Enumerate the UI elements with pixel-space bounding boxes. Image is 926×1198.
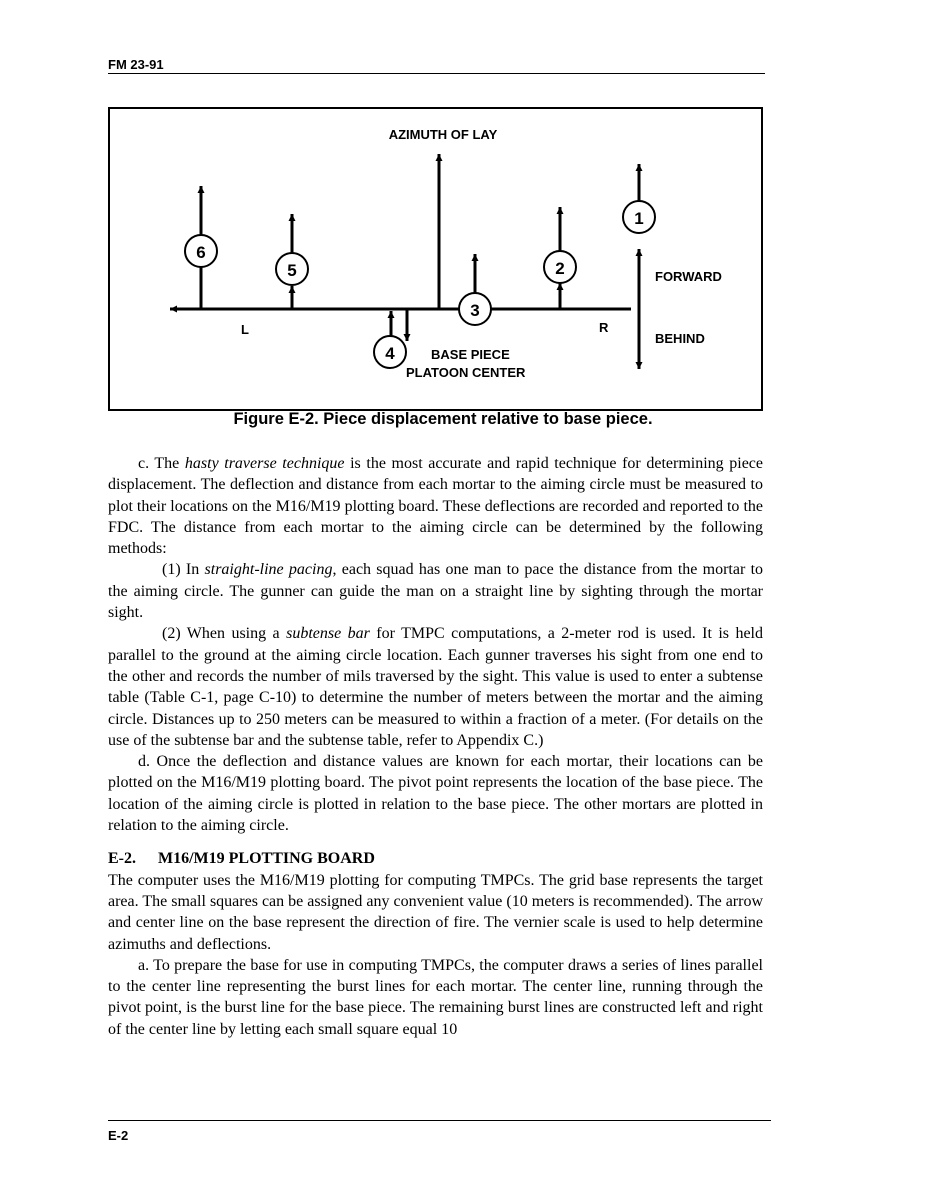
piece-3-number: 3 [470, 301, 480, 320]
piece-1-number: 1 [634, 209, 644, 228]
footer-rule [108, 1120, 771, 1121]
platoon-center-label: PLATOON CENTER [406, 365, 526, 380]
para-c1-lead: (1) In [162, 561, 205, 579]
section-paragraph: The computer uses the M16/M19 plotting for computing TMPCs. The grid base represents the target area. The small squares can be assigned any convenient value (10 meters is recommended). The arrow and center line on the base represent the direction of fire. The vernier scale is used to help determine azimuths and deflections. [108, 871, 763, 953]
para-c1-rest: , each squad has one man to pace the distance from the mortar to the aiming circle. The gunner can guide the man on a straight line by sighting through the mortar sight. [108, 561, 764, 622]
paragraph-c1 [108, 559, 763, 623]
section-title: M16/M19 PLOTTING BOARD [158, 850, 375, 868]
para-c-lead: c. The [138, 455, 185, 472]
piece-4-number: 4 [385, 344, 395, 363]
body-text [108, 453, 763, 1040]
diagram [110, 109, 765, 413]
forward-label: FORWARD [655, 269, 722, 284]
left-label: L [241, 322, 249, 337]
para-c2-rest: for TMPC computations, a 2-meter rod is used. It is held parallel to the ground at the aiming circle location. Each gunner traverses his sight from one end to the other and records the number of mils traversed by the sight. This value is used to enter a subtense table (Table C-1, page C-10) to determine the number of meters between the mortar and the aiming circle. Distances up to 250 meters can be measured to within a fraction of a meter. (For details on the use of the subtense bar and the subtense table, refer to Appendix C.) [108, 625, 763, 749]
figure-piece-displacement [108, 107, 763, 411]
running-header: FM 23-91 [108, 57, 164, 72]
term-straight-line-pacing: straight-line pacing [204, 561, 333, 579]
para-c2-lead: (2) When using a [162, 625, 287, 643]
section-heading [108, 848, 763, 869]
base-piece-label: BASE PIECE [431, 347, 510, 362]
para-c-rest: is the most accurate and rapid technique for determining piece displacement. The deflection and distance from each mortar to the aiming circle must be measured to plot their locations on the M16/M19 plotting board. These deflections are recorded and reported to the FDC. The distance from each mortar to the aiming circle can be determined by the following methods: [108, 455, 764, 558]
paragraph-c2 [108, 623, 763, 751]
behind-label: BEHIND [655, 331, 705, 346]
paragraph-c [108, 453, 763, 559]
term-subtense-bar: subtense bar [286, 625, 370, 643]
azimuth-label: AZIMUTH OF LAY [388, 127, 498, 142]
paragraph-a: a. To prepare the base for use in computing TMPCs, the computer draws a series of lines parallel to the center line representing the burst lines for each mortar. The center line, running through the pivot point, is the burst line for the base piece. The remaining burst lines are constructed left and right of the center line by letting each small square equal 10 [108, 956, 763, 1038]
piece-6-number: 6 [196, 243, 206, 262]
header-rule [108, 73, 765, 74]
piece-2-number: 2 [555, 259, 565, 278]
right-label: R [599, 320, 609, 335]
figure-caption: Figure E-2. Piece displacement relative to base piece. [233, 410, 653, 428]
term-hasty-traverse: hasty traverse technique [184, 455, 345, 472]
piece-5-number: 5 [287, 261, 297, 280]
section-number: E-2. [108, 850, 136, 868]
paragraph-d: d. Once the deflection and distance values are known for each mortar, their locations can be plotted on the M16/M19 plotting board. The pivot point represents the location of the base piece. The location of the aiming circle is plotted in relation to the base piece. The other mortars are plotted in relation to the aiming circle. [108, 753, 763, 835]
page-number: E-2 [108, 1128, 129, 1143]
